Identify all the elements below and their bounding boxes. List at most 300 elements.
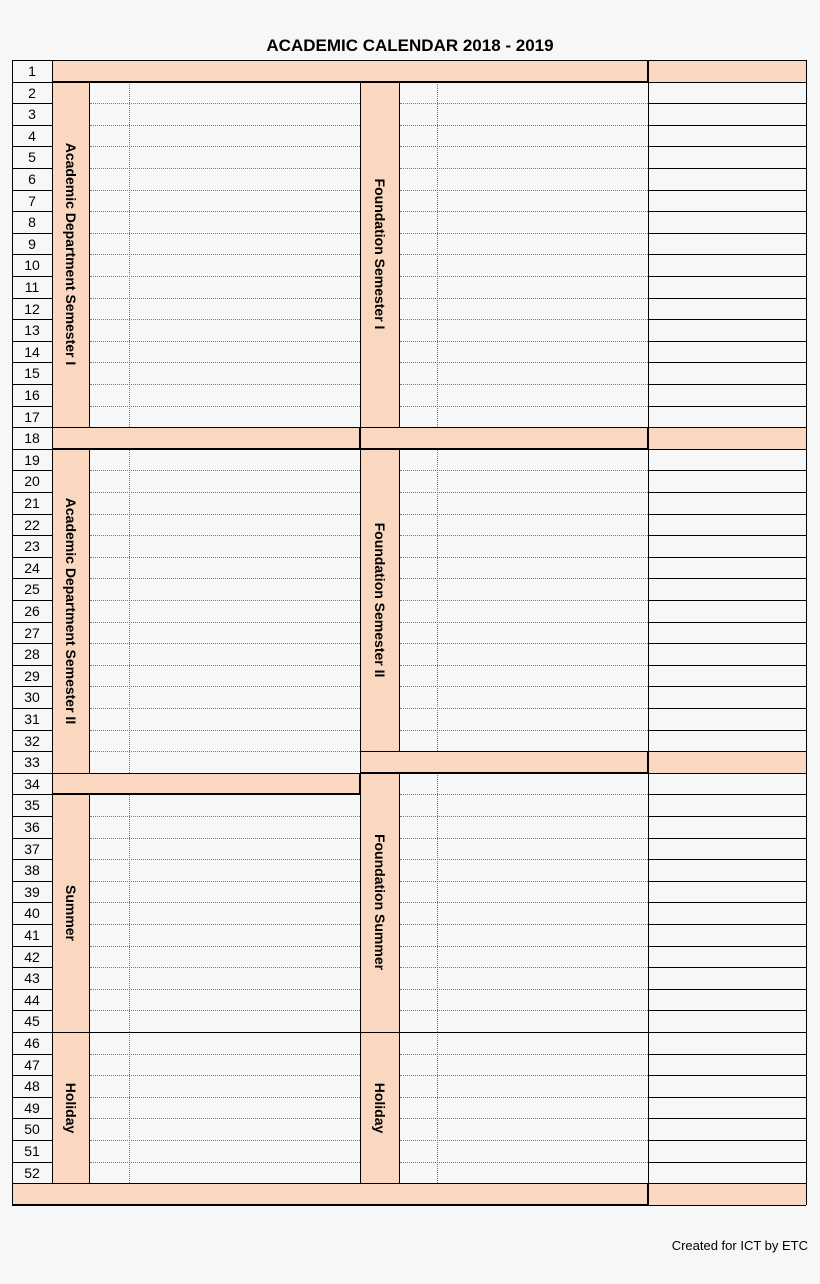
item-number [400,902,437,924]
date-row-line [648,794,806,795]
date-row-line [648,686,806,687]
item-label [129,730,360,752]
foundation-summer-label [360,773,400,1032]
week-row-line [12,211,52,212]
date-row-line [648,103,806,104]
item-label [129,319,360,341]
border-left [12,60,13,1205]
item-label [129,665,360,687]
week-number: 31 [24,711,40,727]
item-label [129,298,360,320]
page-title: ACADEMIC CALENDAR 2018 - 2019 [266,36,554,55]
item-number [90,794,129,816]
date-row-line [648,622,806,623]
section-border-top [52,82,360,83]
item-number [400,708,437,730]
week-date [648,470,806,492]
item-number [90,190,129,212]
date-row-line [648,406,806,407]
week-row-line [12,1118,52,1119]
week-row-line [12,168,52,169]
item-label [437,967,648,989]
item-label [437,146,648,168]
item-label [437,341,648,363]
week-number: 41 [24,927,40,943]
week-date [648,384,806,406]
date-row-line [648,82,806,83]
date-row-line [648,233,806,234]
item-label [129,535,360,557]
week-number: 17 [24,408,40,425]
item-number [400,773,437,795]
item-label [129,341,360,363]
week-number: 38 [24,862,40,879]
item-label [437,492,648,514]
item-number [400,838,437,860]
week-number: 40 [24,905,40,922]
week-row-line [12,946,52,947]
date-row-line [648,902,806,903]
item-number [90,1054,129,1076]
date-row-line [648,1010,806,1011]
foundation-sem-2-label [360,449,400,751]
week-number: 36 [24,819,40,835]
item-number [90,125,129,147]
week-date [648,1097,806,1119]
date-row-line [648,298,806,299]
item-number [90,600,129,622]
column-divider [437,449,438,751]
item-number [90,470,129,492]
item-label [129,600,360,622]
item-number [400,967,437,989]
week-row-line [12,1162,52,1163]
week-row-line [12,686,52,687]
week-row-line [12,859,52,860]
item-number [400,1140,437,1162]
item-number [90,211,129,233]
week-number: 37 [24,840,40,857]
week-number: 39 [24,883,40,900]
week-row-line [12,535,52,536]
item-label [129,708,360,730]
date-row-line [648,924,806,925]
item-number [90,1010,129,1032]
week-date [648,557,806,579]
date-row-line [648,1054,806,1055]
week-row-line [12,902,52,903]
item-number [400,384,437,406]
date-row-line [648,254,806,255]
item-label [129,449,360,471]
week-row-line [12,492,52,493]
week-number: 2 [28,84,36,101]
item-label [437,254,648,276]
item-label [129,557,360,579]
item-number [400,600,437,622]
week-date [648,103,806,125]
item-number [90,168,129,190]
item-number [90,254,129,276]
week-row-line [12,1183,52,1184]
item-label [437,665,648,687]
week-number: 44 [24,991,40,1008]
item-label [437,1010,648,1032]
column-divider [437,773,438,1032]
item-number [400,298,437,320]
week-number: 16 [24,387,40,403]
column-divider [129,449,130,773]
item-label [437,82,648,104]
week-date [648,578,806,600]
item-label [129,838,360,860]
item-number [400,341,437,363]
item-number [90,319,129,341]
item-label [437,902,648,924]
week-number: 25 [24,581,40,598]
item-label [437,535,648,557]
item-number [400,816,437,838]
item-number [400,578,437,600]
item-number [400,989,437,1011]
week-number: 43 [24,970,40,987]
week-row-line [12,665,52,666]
item-number [400,146,437,168]
item-label [129,881,360,903]
item-label [129,859,360,881]
week-date [648,362,806,384]
week-date [648,492,806,514]
section-border-top [52,449,360,450]
week-date [648,276,806,298]
date-row-line [648,427,806,428]
item-number [400,254,437,276]
week-row-line [12,838,52,839]
week-date [648,406,806,428]
border-week [52,60,53,1183]
item-number [400,1097,437,1119]
date-row-line [648,1183,806,1184]
item-number [400,1118,437,1140]
week-number: 34 [24,775,40,792]
item-number [90,449,129,471]
week-date [648,82,806,104]
week-number: 46 [24,1035,40,1051]
item-number [90,82,129,104]
item-number [90,146,129,168]
item-number [90,730,129,752]
item-label [129,103,360,125]
week-row-line [12,362,52,363]
week-number: 9 [28,235,36,252]
item-number [400,1162,437,1184]
item-label [129,406,360,428]
column-divider [129,1032,130,1183]
item-label [437,298,648,320]
week-row-line [12,622,52,623]
week-number: 35 [24,797,40,814]
item-number [400,514,437,536]
date-row-line [648,211,806,212]
week-row-line [12,1010,52,1011]
week-row-line [12,1097,52,1098]
column-divider [129,794,130,1032]
item-number [400,362,437,384]
item-label [129,1075,360,1097]
week-row-line [12,341,52,342]
item-label [437,276,648,298]
item-number [90,859,129,881]
item-number [400,643,437,665]
week-date [648,233,806,255]
item-label [129,622,360,644]
item-label [129,686,360,708]
item-label [437,989,648,1011]
footer-credit: Created for ICT by ETC [671,1238,808,1253]
item-number [400,1032,437,1054]
item-label [437,103,648,125]
date-row-line [648,535,806,536]
item-label [437,622,648,644]
item-number [90,1032,129,1054]
item-label [437,946,648,968]
week-date [648,319,806,341]
week-number: 47 [24,1056,40,1073]
column-divider [129,82,130,428]
date-row-line [648,946,806,947]
week-date [648,859,806,881]
item-number [90,1140,129,1162]
column-divider [437,1032,438,1183]
item-label [437,1162,648,1184]
item-number [400,859,437,881]
item-number [400,319,437,341]
item-label [437,643,648,665]
item-label [129,190,360,212]
date-row-line [648,1162,806,1163]
item-number [90,643,129,665]
item-number [90,1118,129,1140]
item-label [437,125,648,147]
week-date [648,643,806,665]
item-label [129,125,360,147]
week-date [648,881,806,903]
item-number [90,838,129,860]
week-row-line [12,298,52,299]
date-row-line [648,362,806,363]
item-label [129,1010,360,1032]
item-label [437,838,648,860]
item-number [90,665,129,687]
item-label [437,1032,648,1054]
week-row-line [12,82,52,83]
week-date [648,211,806,233]
week-date [648,622,806,644]
academic-summer-label [52,794,90,1032]
item-number [400,190,437,212]
week-row-line [12,816,52,817]
week-row-line [12,276,52,277]
item-label [129,794,360,816]
item-label [437,924,648,946]
item-number [90,514,129,536]
item-label [129,233,360,255]
section-label-text: Foundation Semester I [372,178,388,330]
section-border-top [360,773,648,774]
staff-return-end-band [12,1183,648,1205]
item-label [437,557,648,579]
item-number [400,82,437,104]
item-number [90,967,129,989]
date-row-line [648,341,806,342]
date-row-line [648,514,806,515]
week-row-line [12,557,52,558]
item-label [129,254,360,276]
item-label [437,190,648,212]
week-date [648,1140,806,1162]
item-label [129,967,360,989]
date-row-line [648,1118,806,1119]
week-row-line [12,103,52,104]
item-label [437,730,648,752]
item-number [400,233,437,255]
item-label [437,708,648,730]
week-row-line [12,643,52,644]
date-row-line [648,1140,806,1141]
week-date [648,816,806,838]
week-number: 50 [24,1121,40,1138]
item-number [90,708,129,730]
week-date [648,1118,806,1140]
week-number: 7 [28,192,36,209]
week-number: 49 [24,1099,40,1116]
holiday-students-academic-band [52,773,360,795]
week-number: 21 [24,495,40,511]
date-row-line [648,1075,806,1076]
academic-sem-1-label [52,82,90,428]
week-number: 30 [24,689,40,706]
week-number: 26 [24,603,40,619]
week-number: 45 [24,1013,40,1030]
item-label [129,384,360,406]
date-row-line [648,1097,806,1098]
item-number [90,384,129,406]
date-row-line [648,578,806,579]
date-row-line [648,643,806,644]
item-label [437,406,648,428]
item-number [400,168,437,190]
week-row-line [12,1054,52,1055]
item-number [90,557,129,579]
item-label [129,168,360,190]
item-number [90,298,129,320]
week-number: 52 [24,1164,40,1181]
item-number [90,1162,129,1184]
item-label [437,816,648,838]
item-label [437,1054,648,1076]
section-label-text: Holiday [63,1082,79,1133]
section-label-text: Academic Department Semester I [63,143,79,366]
week-number: 24 [24,559,40,576]
section-label-text: Foundation Summer [372,834,388,971]
week-number: 28 [24,646,40,663]
item-label [129,470,360,492]
item-number [90,276,129,298]
item-number [400,686,437,708]
week-date [648,989,806,1011]
week-date [648,1010,806,1032]
section-label-text: Holiday [372,1082,388,1133]
date-row-line [648,859,806,860]
item-label [129,146,360,168]
week-number: 18 [24,430,40,447]
week-date [648,1032,806,1054]
item-number [90,1075,129,1097]
item-number [90,924,129,946]
item-number [400,449,437,471]
week-row-line [12,384,52,385]
item-label [129,362,360,384]
item-label [437,449,648,471]
week-row-line [12,730,52,731]
item-number [400,1010,437,1032]
date-row-line [648,190,806,191]
week-number: 51 [24,1143,40,1159]
week-date [648,1054,806,1076]
week-row-line [12,406,52,407]
item-label [437,211,648,233]
week-date [648,946,806,968]
section-border-top [52,794,360,795]
item-label [129,578,360,600]
item-number [400,946,437,968]
holiday-students-foundation-band [360,751,648,773]
academic-holiday-label [52,1032,90,1183]
week-row-line [12,578,52,579]
week-number: 15 [24,365,40,382]
week-row-line [12,125,52,126]
item-number [400,406,437,428]
item-number [400,881,437,903]
item-number [400,276,437,298]
item-label [129,1118,360,1140]
section-label-text: Academic Department Semester II [63,497,79,725]
item-label [437,686,648,708]
item-label [437,168,648,190]
week-row-line [12,967,52,968]
item-label [129,492,360,514]
date-row-line [648,146,806,147]
week-date [648,427,806,449]
week-date [648,794,806,816]
item-label [129,924,360,946]
week-number: 22 [24,516,40,533]
date-row-line [648,600,806,601]
item-number [400,535,437,557]
item-number [90,881,129,903]
week-number: 6 [28,171,36,187]
staff-return-start-band [52,60,648,82]
section-border-top [52,1032,360,1033]
item-number [400,924,437,946]
item-number [400,492,437,514]
week-date [648,730,806,752]
semestral-break-academic-band [52,427,360,449]
date-row-line [648,665,806,666]
week-date [648,1183,806,1205]
item-number [90,535,129,557]
week-number: 13 [24,322,40,339]
